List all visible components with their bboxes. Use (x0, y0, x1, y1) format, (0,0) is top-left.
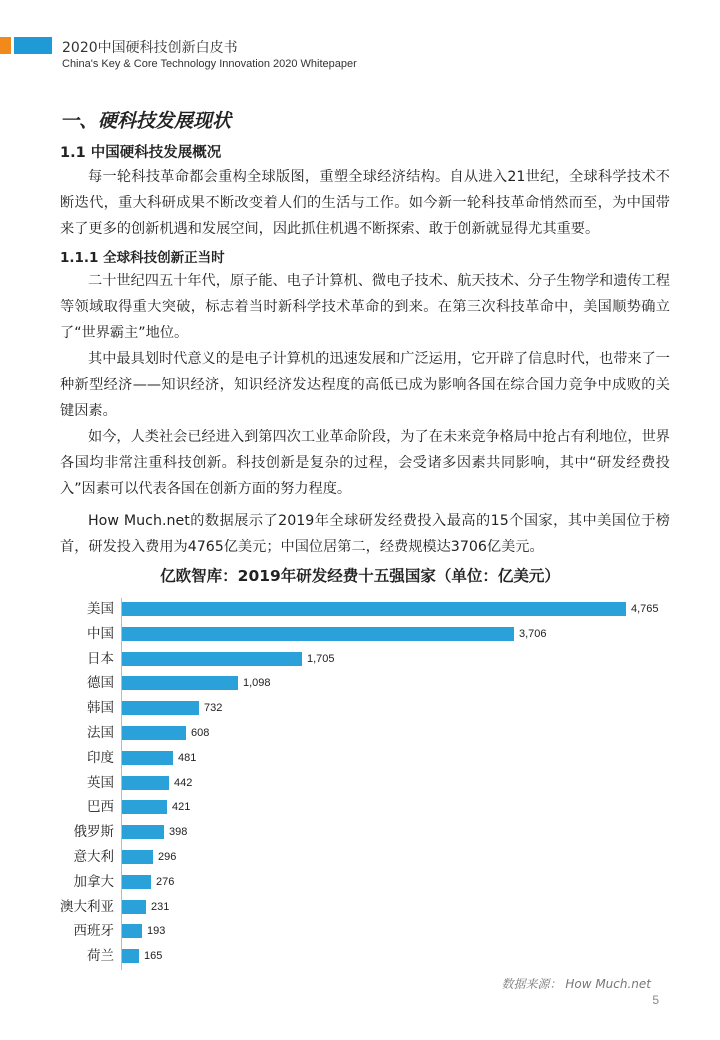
chart-category-label: 西班牙 (73, 923, 114, 940)
subsection-heading-1-1-1: 1.1.1 全球科技创新正当时 (60, 250, 225, 266)
chart-bar (122, 676, 238, 690)
chart-value-label: 4,765 (631, 603, 659, 615)
header-accent-orange (0, 37, 11, 54)
chart-category-label: 韩国 (87, 700, 114, 717)
chart-bar (122, 900, 146, 914)
chart-category-label: 荷兰 (87, 948, 114, 965)
chart-category-label: 英国 (87, 774, 114, 791)
chart-bar (122, 627, 514, 641)
paragraph-4: 如今，人类社会已经进入到第四次工业革命阶段，为了在未来竞争格局中抢占有利地位，世界各国均非常注重科技创新。科技创新是复杂的过程，会受诸多因素共同影响，其中“研发经费投入”因素可以代表各国在创新方面的努力程度。 (60, 429, 670, 497)
header-subtitle: China's Key & Core Technology Innovation 2020 Whitepaper (62, 58, 357, 70)
paragraph-2: 二十世纪四五十年代，原子能、电子计算机、微电子技术、航天技术、分子生物学和遗传工程等领域取得重大突破，标志着当时新科学技术革命的到来。在第三次科技革命中，美国顺势确立了“世界霸主”地位。 (60, 273, 670, 341)
data-source: 数据来源： How Much.net (501, 977, 651, 991)
chart-value-label: 421 (172, 801, 191, 814)
header-accent-blue (14, 37, 52, 54)
chart-bar (122, 949, 139, 963)
chart-value-label: 732 (204, 702, 223, 715)
chart-bar (122, 800, 167, 814)
chart-category-label: 印度 (87, 749, 114, 766)
chart-category-label: 澳大利亚 (60, 898, 114, 915)
chart-value-label: 165 (144, 950, 163, 963)
chart-title: 亿欧智库：2019年研发经费十五强国家（单位：亿美元） (160, 567, 560, 585)
chart-category-label: 巴西 (87, 799, 114, 816)
paragraph-1: 每一轮科技革命都会重构全球版图，重塑全球经济结构。自从进入21世纪，全球科学技术不断迭代，重大科研成果不断改变着人们的生活与工作。如今新一轮科技革命悄然而至，为中国带来了更多的创新机遇和发展空间，因此抓住机遇不断探索、敢于创新就显得尤其重要。 (60, 169, 670, 237)
chart-value-label: 296 (158, 851, 177, 863)
chart-category-label: 加拿大 (73, 873, 114, 890)
chart-bar (122, 652, 302, 666)
chart-category-label: 中国 (87, 625, 114, 642)
chart-category-label: 意大利 (73, 849, 114, 865)
chart-category-label: 美国 (87, 601, 114, 617)
subsection-heading-1-1: 1.1 中国硬科技发展概况 (60, 145, 222, 161)
chart-category-label: 德国 (87, 675, 114, 692)
chart-value-label: 442 (174, 776, 193, 789)
chart-bar (122, 850, 153, 864)
chart-bar (122, 825, 164, 839)
chart-value-label: 398 (169, 826, 188, 839)
chart-bar (122, 726, 186, 740)
chart-value-label: 276 (156, 875, 175, 888)
chart-bar (122, 875, 151, 889)
chart-value-label: 3,706 (519, 627, 547, 640)
chart-bar (122, 602, 626, 616)
chart-bar (122, 776, 169, 790)
chart-value-label: 481 (178, 751, 197, 764)
page-number: 5 (652, 993, 659, 1007)
chart-category-label: 俄罗斯 (73, 824, 114, 841)
chart-bar (122, 924, 142, 938)
chart-bar (122, 751, 173, 765)
header-title: 2020中国硬科技创新白皮书 (62, 40, 238, 56)
chart-category-label: 日本 (87, 650, 114, 667)
section-heading: 一、硬科技发展现状 (60, 110, 232, 132)
chart-value-label: 1,098 (243, 677, 271, 690)
chart-value-label: 193 (147, 925, 166, 938)
paragraph-3: 其中最具划时代意义的是电子计算机的迅速发展和广泛运用，它开辟了信息时代，也带来了一种新型经济——知识经济，知识经济发达程度的高低已成为影响各国在综合国力竞争中成败的关键因素。 (60, 351, 670, 419)
chart-value-label: 1,705 (307, 652, 335, 665)
chart-bar (122, 701, 199, 715)
chart-value-label: 231 (151, 900, 170, 913)
chart-value-label: 608 (191, 727, 210, 739)
paragraph-5: How Much.net的数据展示了2019年全球研发经费投入最高的15个国家，其中美国位于榜首，研发投入费用为4765亿美元；中国位居第二，经费规模达3706亿美元。 (60, 513, 670, 555)
chart-category-label: 法国 (87, 725, 114, 741)
